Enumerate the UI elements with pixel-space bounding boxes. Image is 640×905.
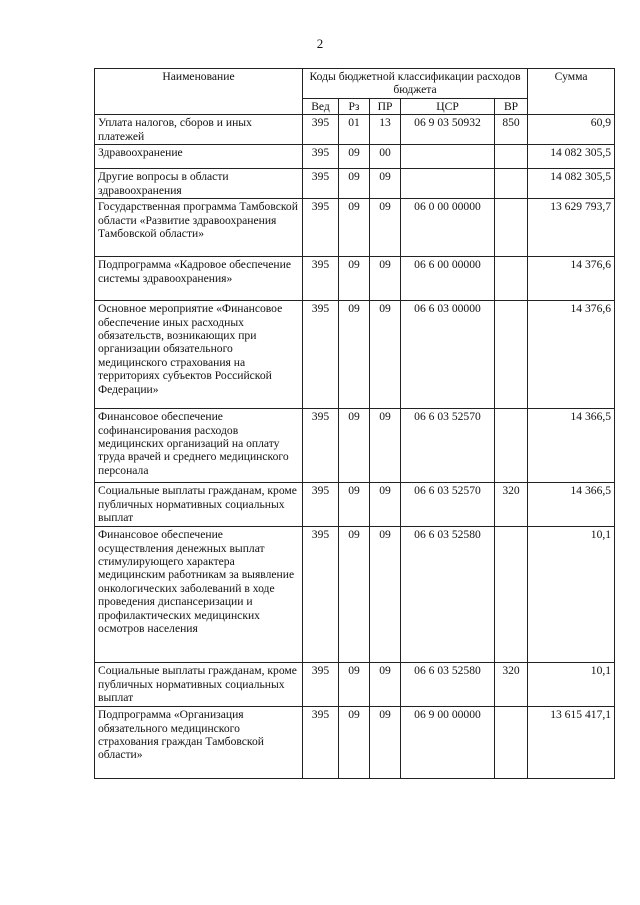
cell-pr: 13 xyxy=(370,115,401,145)
cell-name: Здравоохранение xyxy=(95,145,303,169)
header-name: Наименование xyxy=(95,69,303,115)
table-row xyxy=(95,483,615,527)
cell-ved: 395 xyxy=(303,199,339,257)
cell-rz: 09 xyxy=(339,663,370,707)
cell-rz: 09 xyxy=(339,169,370,199)
table-row xyxy=(95,663,615,707)
cell-sum: 14 376,6 xyxy=(528,301,615,409)
cell-pr: 09 xyxy=(370,199,401,257)
cell-pr: 09 xyxy=(370,301,401,409)
header-codes-group: Коды бюджетной классификации расходов бюджета xyxy=(303,69,528,99)
cell-name: Другие вопросы в области здравоохранения xyxy=(95,169,303,199)
cell-name: Социальные выплаты гражданам, кроме публичных нормативных социальных выплат xyxy=(95,483,303,527)
table-row xyxy=(95,145,615,169)
cell-rz: 09 xyxy=(339,409,370,483)
cell-csr: 06 6 03 52580 xyxy=(401,527,495,663)
header-csr: ЦСР xyxy=(401,98,495,114)
cell-sum: 13 615 417,1 xyxy=(528,707,615,779)
table-row xyxy=(95,527,615,663)
cell-name: Социальные выплаты гражданам, кроме публичных нормативных социальных выплат xyxy=(95,663,303,707)
cell-name: Финансовое обеспечение осуществления денежных выплат стимулирующего характера медицинским работникам за выявление онкологических заболеваний в ходе проведения диспансеризации и профилактических медицинских осмотров населения xyxy=(95,527,303,663)
cell-csr: 06 0 00 00000 xyxy=(401,199,495,257)
cell-vr xyxy=(495,301,528,409)
cell-csr: 06 6 03 52570 xyxy=(401,409,495,483)
cell-sum: 10,1 xyxy=(528,527,615,663)
cell-vr: 320 xyxy=(495,663,528,707)
cell-name: Подпрограмма «Кадровое обеспечение системы здравоохранения» xyxy=(95,257,303,301)
cell-sum: 14 366,5 xyxy=(528,483,615,527)
table-row xyxy=(95,301,615,409)
cell-pr: 09 xyxy=(370,527,401,663)
cell-sum: 10,1 xyxy=(528,663,615,707)
cell-ved: 395 xyxy=(303,145,339,169)
cell-csr: 06 6 03 00000 xyxy=(401,301,495,409)
cell-pr: 00 xyxy=(370,145,401,169)
cell-name: Основное мероприятие «Финансовое обеспечение иных расходных обязательств, возникающих при организации обязательного медицинского страхования на территориях субъектов Российской Федерации» xyxy=(95,301,303,409)
cell-csr: 06 6 00 00000 xyxy=(401,257,495,301)
cell-rz: 09 xyxy=(339,199,370,257)
cell-csr xyxy=(401,169,495,199)
header-sum: Сумма xyxy=(528,69,615,115)
cell-ved: 395 xyxy=(303,257,339,301)
header-row-top xyxy=(95,69,615,99)
cell-vr xyxy=(495,199,528,257)
cell-pr: 09 xyxy=(370,169,401,199)
cell-pr: 09 xyxy=(370,483,401,527)
cell-ved: 395 xyxy=(303,663,339,707)
table-row xyxy=(95,409,615,483)
cell-sum: 14 376,6 xyxy=(528,257,615,301)
cell-vr: 320 xyxy=(495,483,528,527)
cell-vr: 850 xyxy=(495,115,528,145)
cell-vr xyxy=(495,409,528,483)
cell-ved: 395 xyxy=(303,409,339,483)
cell-name: Финансовое обеспечение софинансирования расходов медицинских организаций на оплату труда врачей и среднего медицинского персонала xyxy=(95,409,303,483)
cell-rz: 01 xyxy=(339,115,370,145)
cell-rz: 09 xyxy=(339,483,370,527)
cell-vr xyxy=(495,707,528,779)
cell-ved: 395 xyxy=(303,169,339,199)
cell-pr: 09 xyxy=(370,257,401,301)
cell-csr: 06 6 03 52570 xyxy=(401,483,495,527)
cell-sum: 14 082 305,5 xyxy=(528,145,615,169)
cell-pr: 09 xyxy=(370,663,401,707)
cell-rz: 09 xyxy=(339,301,370,409)
cell-rz: 09 xyxy=(339,527,370,663)
table-row xyxy=(95,199,615,257)
cell-ved: 395 xyxy=(303,115,339,145)
cell-ved: 395 xyxy=(303,707,339,779)
header-pr: ПР xyxy=(370,98,401,114)
cell-vr xyxy=(495,145,528,169)
cell-ved: 395 xyxy=(303,527,339,663)
cell-rz: 09 xyxy=(339,707,370,779)
cell-pr: 09 xyxy=(370,409,401,483)
table-row xyxy=(95,707,615,779)
table-row xyxy=(95,257,615,301)
header-rz: Рз xyxy=(339,98,370,114)
table-row xyxy=(95,115,615,145)
cell-vr xyxy=(495,257,528,301)
cell-csr: 06 9 00 00000 xyxy=(401,707,495,779)
cell-rz: 09 xyxy=(339,145,370,169)
table-row xyxy=(95,169,615,199)
cell-pr: 09 xyxy=(370,707,401,779)
cell-vr xyxy=(495,527,528,663)
page-number: 2 xyxy=(316,36,324,51)
cell-sum: 14 366,5 xyxy=(528,409,615,483)
cell-name: Подпрограмма «Организация обязательного медицинского страхования граждан Тамбовской области» xyxy=(95,707,303,779)
cell-csr: 06 9 03 50932 xyxy=(401,115,495,145)
cell-sum: 14 082 305,5 xyxy=(528,169,615,199)
header-ved: Вед xyxy=(303,98,339,114)
cell-csr xyxy=(401,145,495,169)
table-body xyxy=(95,115,615,779)
cell-sum: 13 629 793,7 xyxy=(528,199,615,257)
budget-table xyxy=(94,68,615,779)
cell-sum: 60,9 xyxy=(528,115,615,145)
cell-csr: 06 6 03 52580 xyxy=(401,663,495,707)
cell-ved: 395 xyxy=(303,301,339,409)
header-vr: ВР xyxy=(495,98,528,114)
cell-rz: 09 xyxy=(339,257,370,301)
cell-ved: 395 xyxy=(303,483,339,527)
cell-name: Государственная программа Тамбовской области «Развитие здравоохранения Тамбовской области» xyxy=(95,199,303,257)
cell-vr xyxy=(495,169,528,199)
cell-name: Уплата налогов, сборов и иных платежей xyxy=(95,115,303,145)
